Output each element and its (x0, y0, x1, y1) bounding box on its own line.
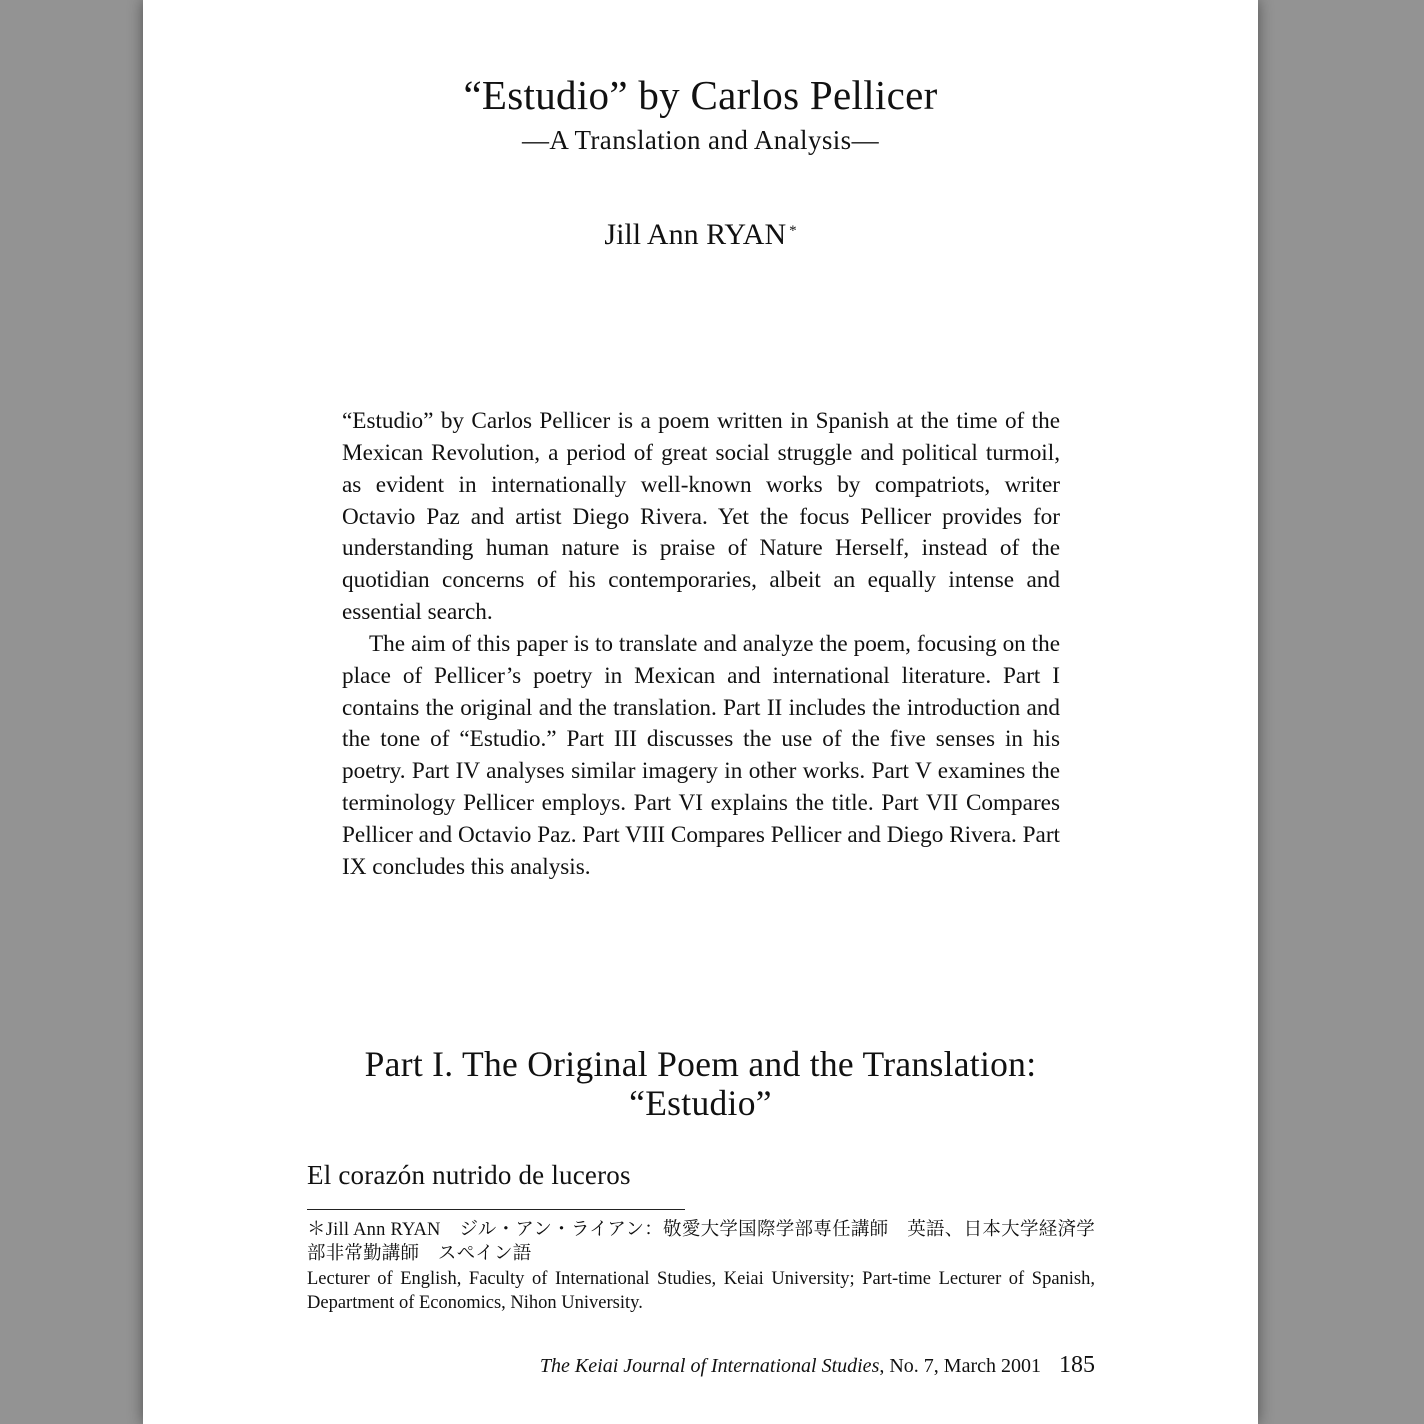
footnote (307, 1218, 1095, 1315)
paper-page (143, 0, 1258, 1424)
abstract-paragraph-2: The aim of this paper is to translate and analyze the poem, focusing on the place of Pellicer’s poetry in Mexican and international literature. Part I contains the original and the translation. Part II includes the introduction and the tone of “Estudio.” Part III discusses the use of the five senses in his poetry. Part IV analyses similar imagery in other works. Part V examines the terminology Pellicer employs. Part VI explains the title. Part VII Compares Pellicer and Octavio Paz. Part VIII Compares Pellicer and Diego Rivera. Part IX concludes this analysis. (342, 630, 1060, 880)
journal-name: The Keiai Journal of International Studies (539, 1355, 880, 1377)
footnote-english: Lecturer of English, Faculty of International Studies, Keiai University; Part-time Lecturer of Spanish, Department of Economics, Nihon University. (307, 1268, 1095, 1313)
section-heading-line-2: “Estudio” (629, 1083, 772, 1123)
footnote-japanese: ＊Jill Ann RYAN ジル・アン・ライアン：敬愛大学国際学部専任講師 英語、日本大学経済学部非常勤講師 スペイン語 (307, 1220, 1095, 1265)
footnote-divider (307, 1209, 685, 1210)
section-heading-line-1: Part I. The Original Poem and the Translation: (364, 1044, 1037, 1084)
journal-issue: , No. 7, March 2001 (879, 1355, 1041, 1377)
section-heading (283, 1045, 1118, 1123)
poem-first-line: El corazón nutrido de luceros (307, 1160, 631, 1190)
author-name: Jill Ann RYAN (604, 218, 787, 251)
author-footnote-mark: * (789, 223, 797, 239)
author-line (143, 215, 1258, 255)
paper-subtitle: —A Translation and Analysis— (522, 125, 879, 155)
abstract (342, 406, 1060, 884)
page-number: 185 (1059, 1352, 1095, 1378)
abstract-paragraph-1: “Estudio” by Carlos Pellicer is a poem written in Spanish at the time of the Mexican Revolution, a period of great social struggle and political turmoil, as evident in internationally well-known works by compatriots, writer Octavio Paz and artist Diego Rivera. Yet the focus Pellicer provides for understanding human nature is praise of Nature Herself, instead of the quotidian concerns of his contemporaries, albeit an equally intense and essential search. (342, 408, 1060, 626)
page-footer (540, 1350, 1095, 1381)
paper-title: “Estudio” by Carlos Pellicer (463, 72, 938, 118)
